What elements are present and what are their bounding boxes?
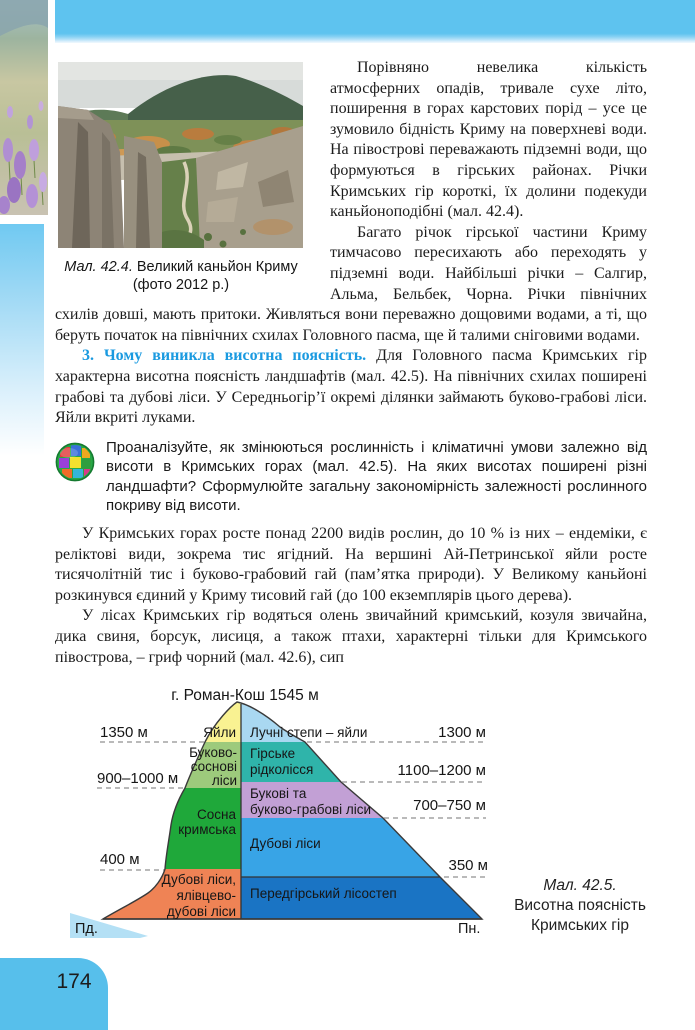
figure-caption-line1: Висотна поясність xyxy=(514,897,646,914)
label-sosna-line1: Сосна xyxy=(197,807,236,822)
label-bukovi-line1: Букові та xyxy=(250,786,307,801)
label-dub-yal-line3: дубові ліси xyxy=(166,904,236,919)
label-bukovo-line1: Буково- xyxy=(189,745,237,760)
task-text: Проаналізуйте, як змінюються рослинність і кліматичні умови залежно від висоти в Кримських горах (мал. 42.5). На яких висотах поширені різні ландшафти? Сформулюйте загальну закономірність залежності рослинного покриву від висоти. xyxy=(106,438,647,515)
page-number: 174 xyxy=(56,970,92,993)
elev-label-1100-1200: 1100–1200 м xyxy=(397,762,486,779)
diagram-title: г. Роман-Кош 1545 м xyxy=(171,688,319,704)
figure-caption-line2: Кримських гір xyxy=(530,917,629,934)
elev-label-700-750: 700–750 м xyxy=(413,797,486,814)
paragraph-section-3 xyxy=(55,346,647,428)
paragraph-fauna: У лісах Кримських гір водяться олень звичайний кримський, козуля звичайна, дика свиня, борсук, лисиця, а також птахи, характерні тільки для Кримського півострова, – гриф чорний (мал. 42.6), сип xyxy=(55,607,647,666)
task-box xyxy=(55,438,647,516)
label-bukovo-line3: ліси xyxy=(211,773,237,788)
label-south: Пд. xyxy=(75,921,98,937)
label-luchni-stepy: Лучні степи – яйли xyxy=(250,725,368,740)
label-dub-yal-line1: Дубові ліси, xyxy=(161,872,236,887)
figure-42-4-caption xyxy=(58,258,304,294)
label-bukovi-line2: буково-грабові ліси xyxy=(250,802,372,817)
label-north: Пн. xyxy=(458,921,481,937)
figure-42-4 xyxy=(58,62,304,294)
paragraph-surface-waters: Порівняно невелика кількість атмосферних опадів, тривале сухе літо, поширення в горах карстових порід – усе це зумовило бідність Криму на поверхневі води. На півострові переважають підземні води, що формуються в гірських районах. Річки Кримських гір короткі, їх долини подекуди каньйоноподібні (мал. 42.4). xyxy=(330,59,647,221)
label-yaily: Яйли xyxy=(203,725,236,740)
paragraph-rivers: Багато річок гірської частини Криму тимчасово пересихають або переходять у підземні води. Найбільші річки – Салгир, Альма, Бельбек, Чорна. Річки північних схилів довші, мають притоки. Живляться вони переважно дощовими водами, а ті, що беруть початок на північних схилах Головного пасма, ще й талими сніговими водами. xyxy=(55,223,647,344)
margin-gradient-strip xyxy=(0,224,44,456)
elev-label-350: 350 м xyxy=(448,857,488,874)
label-dub-yal-line2: ялівцево- xyxy=(176,888,236,903)
task-icon-wrap xyxy=(55,438,95,516)
elev-label-1350: 1350 м xyxy=(100,724,148,741)
page-content xyxy=(55,58,647,668)
elev-label-400: 400 м xyxy=(100,851,140,868)
altitudinal-zonation-diagram xyxy=(70,688,500,948)
elev-label-1300: 1300 м xyxy=(438,724,486,741)
label-peredgirsky: Передгірський лісостеп xyxy=(250,886,397,901)
figure-ref: Мал. 42.5. xyxy=(543,877,617,894)
figure-title: Великий каньйон Криму xyxy=(132,259,298,275)
figure-ref: Мал. 42.4. xyxy=(64,259,133,275)
puzzle-globe-icon xyxy=(55,441,95,483)
section-3-body: Для Головного пасма Кримських гір характерна висотна поясність ландшафтів (мал. 42.5). На північних схилах поширені грабові та дубові ліси. У Середньогір’ї окремі ділянки займають буково-грабові ліси. Яйли вкриті луками. xyxy=(55,347,647,427)
margin-photo-crocus-meadow xyxy=(0,0,48,215)
section-3-heading: 3. Чому виникла висотна поясність. xyxy=(82,347,367,365)
paragraph-flora: У Кримських горах росте понад 2200 видів рослин, до 10 % із них – ендеміки, є реліктові види, зокрема тис ягідний. На вершині Ай-Петринської яйли росте тисячолітній тис і буково-грабовий гай (пам’ятка природи). У Великому каньйоні розкинувся єдиний у Криму тисовий гай (до 100 екземплярів цього дерева). xyxy=(55,525,647,604)
label-sosna-line2: кримська xyxy=(178,822,236,837)
label-bukovo-line2: соснові xyxy=(190,759,237,774)
elev-label-900-1000: 900–1000 м xyxy=(97,770,179,787)
label-dubovi: Дубові ліси xyxy=(250,836,321,851)
page-number-badge xyxy=(0,958,108,1030)
figure-subtitle: (фото 2012 р.) xyxy=(132,277,230,293)
label-girske-line1: Гірське xyxy=(250,746,296,761)
label-girske-line2: рідколісся xyxy=(250,762,314,777)
figure-42-5-caption xyxy=(500,876,660,936)
canyon-photo xyxy=(58,62,303,248)
header-band xyxy=(55,0,695,43)
